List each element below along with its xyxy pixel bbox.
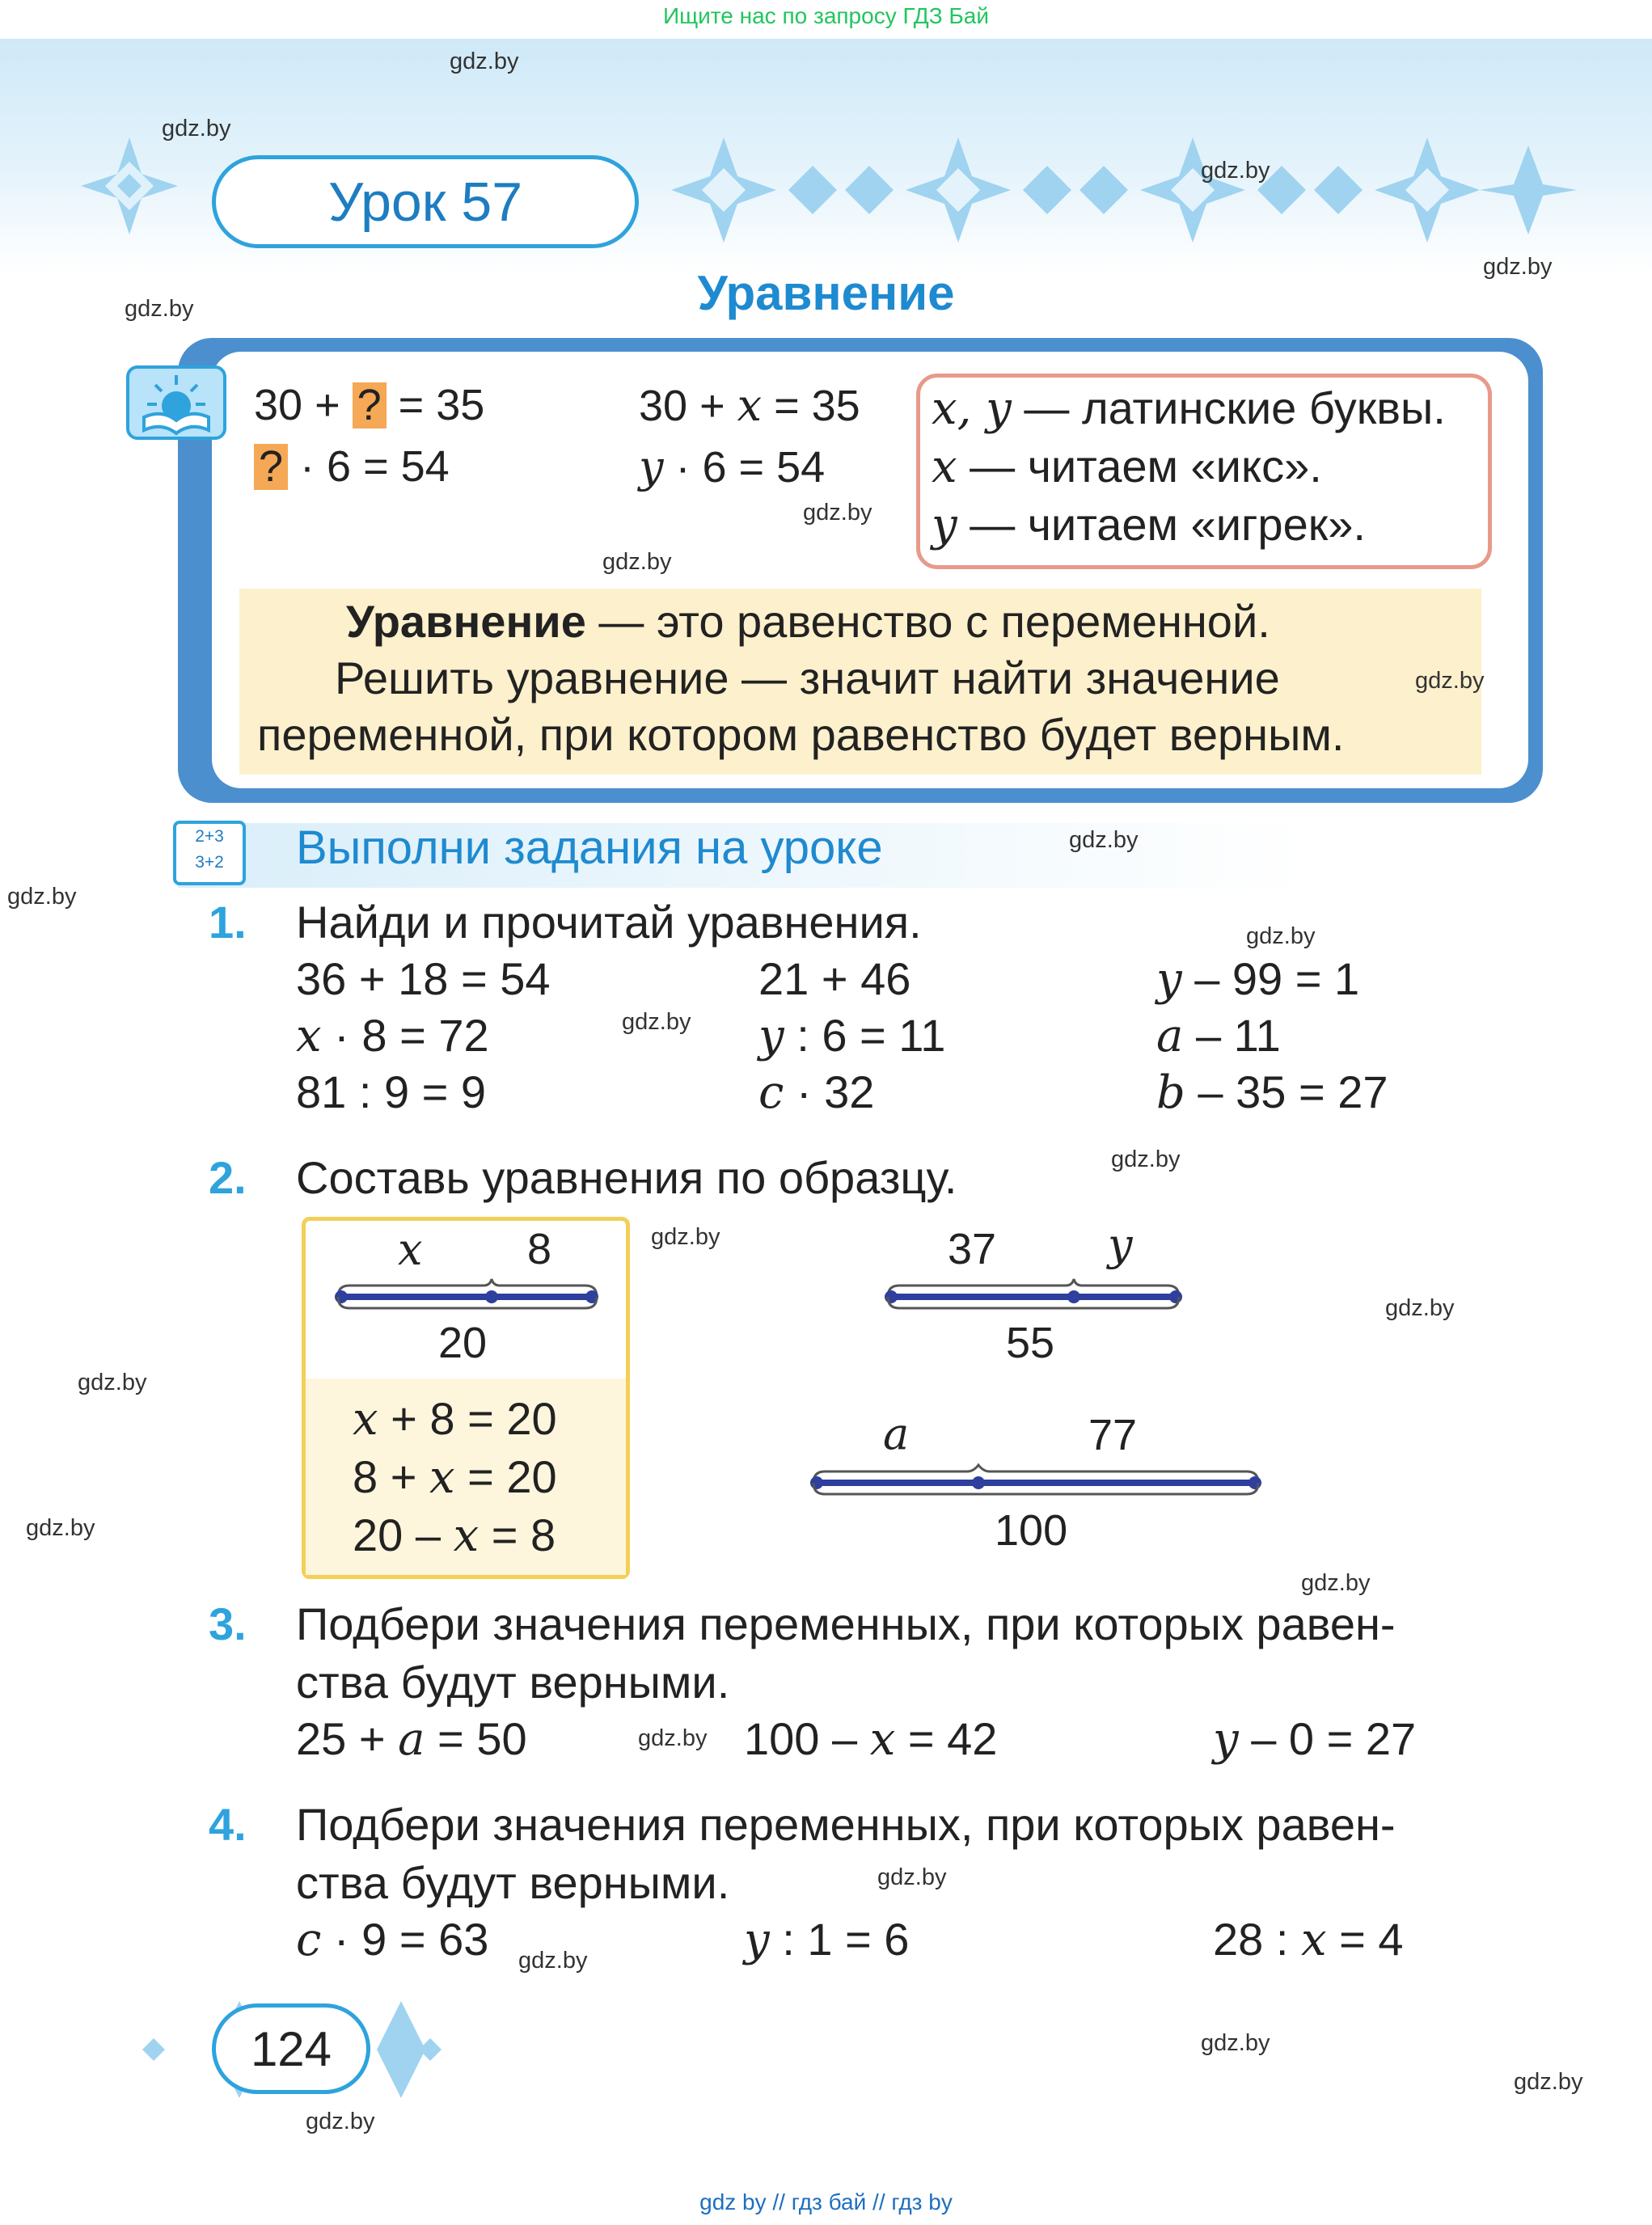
top-search-banner: Ищите нас по запросу ГДЗ Бай xyxy=(662,3,990,28)
footer-links: gdz by // гдз бай // гдз by xyxy=(699,2189,953,2214)
definition-line-3: переменной, при котором равенство будет верным. xyxy=(257,709,1345,760)
segment-diagram-2 xyxy=(805,1447,1266,1504)
task4-line1: Подбери значения переменных, при которых равен- xyxy=(296,1799,1396,1850)
seg1-left: 37 xyxy=(948,1225,997,1273)
lesson-title: Уравнение xyxy=(697,266,955,320)
watermark: gdz.by xyxy=(622,1009,691,1035)
task3-line1: Подбери значения переменных, при которых равен- xyxy=(296,1598,1396,1649)
latin-line-3: y — читаем «игрек». xyxy=(932,499,1366,551)
task3-line2: ства будут верными. xyxy=(296,1657,730,1708)
task3-eq-2: 100 – x = 42 xyxy=(744,1713,998,1766)
seg2-total: 100 xyxy=(995,1506,1068,1555)
sample-segment-diagram xyxy=(330,1261,605,1318)
watermark: gdz.by xyxy=(638,1725,708,1751)
task1-c2-r3: c · 32 xyxy=(758,1066,875,1119)
watermark: gdz.by xyxy=(125,296,194,322)
sample-eq-3: 20 – x = 8 xyxy=(353,1509,556,1562)
watermark: gdz.by xyxy=(306,2109,375,2134)
watermark: gdz.by xyxy=(1385,1295,1455,1321)
latin-line-2: x — читаем «икс». xyxy=(932,441,1322,493)
watermark: gdz.by xyxy=(1201,2030,1270,2056)
watermark: gdz.by xyxy=(877,1864,947,1890)
seg2-right: 77 xyxy=(1088,1411,1138,1459)
task1-c3-r3: b – 35 = 27 xyxy=(1156,1066,1388,1119)
task3-eq-3: y – 0 = 27 xyxy=(1213,1713,1417,1766)
task3-eq-1: 25 + a = 50 xyxy=(296,1713,527,1766)
watermark: gdz.by xyxy=(1514,2069,1583,2095)
task1-c3-r1: y – 99 = 1 xyxy=(1156,953,1360,1006)
task2-number: 2. xyxy=(209,1152,247,1203)
sample-top-left: x xyxy=(398,1224,423,1275)
task4-eq-2: y : 1 = 6 xyxy=(744,1914,910,1966)
sample-total: 20 xyxy=(438,1319,488,1367)
watermark: gdz.by xyxy=(518,1948,588,1974)
task4-number: 4. xyxy=(209,1799,247,1850)
watermark: gdz.by xyxy=(1111,1146,1181,1172)
latin-line-1: x, y — латинские буквы. xyxy=(932,382,1446,435)
watermark: gdz.by xyxy=(162,116,231,141)
task4-eq-3: 28 : x = 4 xyxy=(1213,1914,1404,1966)
watermark: gdz.by xyxy=(7,884,77,910)
task1-text: Найди и прочитай уравнения. xyxy=(296,897,922,948)
definition-line-1: Уравнение — это равенство с переменной. xyxy=(346,596,1270,647)
watermark: gdz.by xyxy=(1246,923,1316,949)
intro-eq-1: 30 + ? = 35 xyxy=(254,381,485,429)
lesson-label: Урок 57 xyxy=(212,155,639,248)
task1-c1-r3: 81 : 9 = 9 xyxy=(296,1066,487,1117)
ornament-band-icon xyxy=(671,137,1577,243)
task4-line2: ства будут верными. xyxy=(296,1857,730,1908)
book-sun-icon xyxy=(126,365,226,440)
task1-c2-r1: 21 + 46 xyxy=(758,953,911,1004)
ornament-left-icon xyxy=(81,137,178,234)
segment-diagram-1 xyxy=(880,1261,1187,1318)
watermark: gdz.by xyxy=(1483,254,1553,280)
task3-number: 3. xyxy=(209,1598,247,1649)
question-box: ? xyxy=(254,444,288,490)
watermark: gdz.by xyxy=(651,1224,720,1250)
watermark: gdz.by xyxy=(78,1370,147,1395)
board-icon: 2+3 3+2 xyxy=(173,821,246,885)
watermark: gdz.by xyxy=(26,1515,95,1541)
watermark: gdz.by xyxy=(1201,158,1270,184)
seg1-total: 55 xyxy=(1006,1319,1055,1367)
question-box: ? xyxy=(353,382,387,429)
watermark: gdz.by xyxy=(1301,1570,1371,1596)
definition-line-2: Решить уравнение — значит найти значение xyxy=(335,652,1280,703)
task1-number: 1. xyxy=(209,897,247,948)
task1-c3-r2: a – 11 xyxy=(1156,1010,1281,1062)
sample-eq-1: x + 8 = 20 xyxy=(353,1393,557,1446)
task1-c2-r2: y : 6 = 11 xyxy=(758,1010,946,1062)
intro-eq-2: ? · 6 = 54 xyxy=(254,441,450,492)
seg2-left: a xyxy=(883,1408,910,1459)
sample-top-right: 8 xyxy=(527,1225,552,1273)
tasks-heading: Выполни задания на уроке xyxy=(296,821,883,874)
intro-eq-4: y · 6 = 54 xyxy=(639,441,826,492)
task1-c1-r1: 36 + 18 = 54 xyxy=(296,953,551,1004)
task4-eq-1: c · 9 = 63 xyxy=(296,1914,489,1966)
intro-eq-3: 30 + x = 35 xyxy=(639,380,860,431)
page-number: 124 xyxy=(212,2003,370,2094)
task2-text: Составь уравнения по образцу. xyxy=(296,1152,957,1203)
watermark: gdz.by xyxy=(602,549,672,575)
watermark: gdz.by xyxy=(450,49,519,74)
task1-c1-r2: x · 8 = 72 xyxy=(296,1010,489,1062)
sample-eq-2: 8 + x = 20 xyxy=(353,1451,557,1504)
watermark: gdz.by xyxy=(803,500,872,526)
seg1-right: y xyxy=(1108,1219,1133,1270)
watermark: gdz.by xyxy=(1069,827,1139,853)
watermark: gdz.by xyxy=(1415,668,1485,694)
